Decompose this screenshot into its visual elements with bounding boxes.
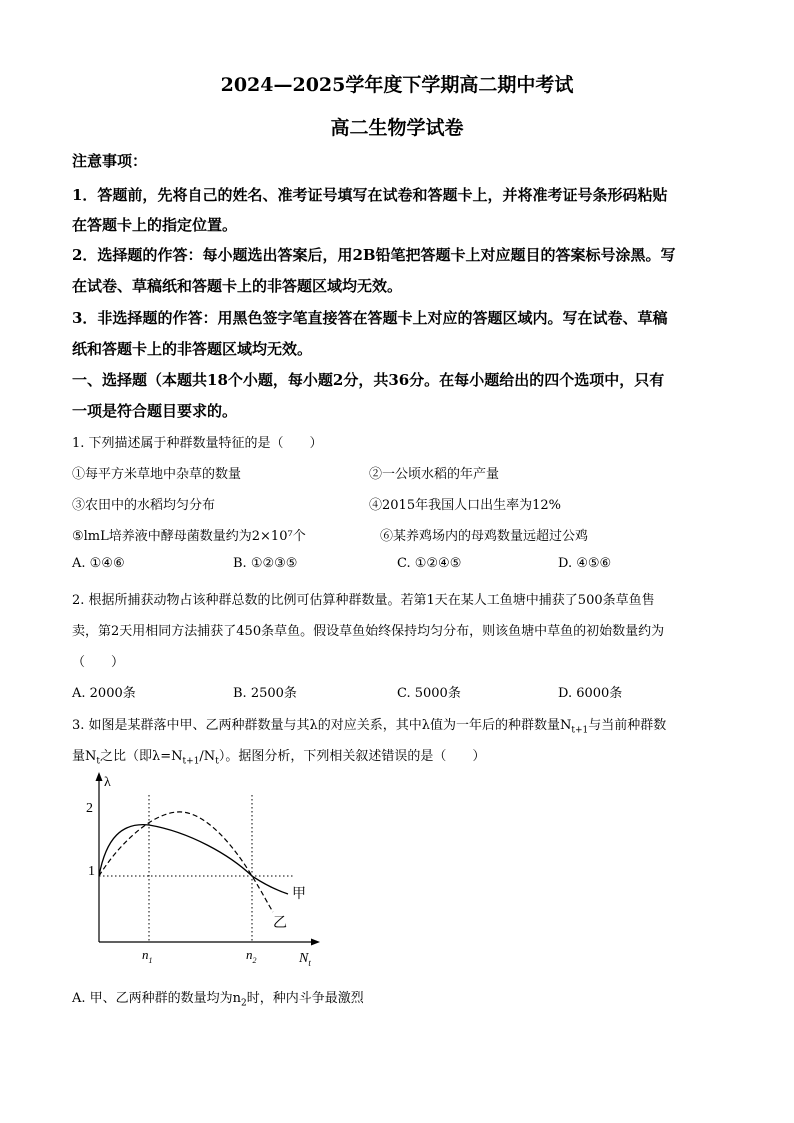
y-tick-1: 1 — [88, 864, 95, 879]
q1-statement-4: ④2015年我国人口出生率为12% — [369, 498, 561, 513]
q3-option-a[interactable]: A. 甲、乙两种群的数量均为$n_2$时，种内斗争最激烈 — [72, 991, 364, 1009]
q2-option-b[interactable]: B. 2500条 — [233, 686, 297, 701]
series-yi-label: 乙 — [273, 916, 287, 931]
exam-subtitle: 高二生物学试卷 — [330, 117, 464, 139]
y-axis-label: λ — [104, 775, 111, 790]
q2-option-d[interactable]: D. 6000条 — [558, 686, 623, 701]
section-heading-line-2: 一项是符合题目要求的。 — [72, 402, 238, 420]
q1-option-d[interactable]: D. ④⑤⑥ — [558, 556, 612, 571]
x-axis-arrow — [311, 939, 320, 946]
notice-item-2-line-1: 2．选择题的作答：每小题选出答案后，用2B铅笔把答题卡上对应题目的答案标号涂黑。写 — [72, 246, 676, 264]
q1-option-c[interactable]: C. ①②④⑤ — [397, 556, 462, 571]
q2-stem-line-1: 2. 根据所捕获动物占该种群总数的比例可估算种群数量。若第1天在某人工鱼塘中捕获了500条草鱼售 — [72, 593, 655, 608]
q2-option-a[interactable]: A. 2000条 — [72, 686, 136, 701]
q2-stem-line-2: 卖，第2天用相同方法捕获了450条草鱼。假设草鱼始终保持均匀分布，则该鱼塘中草鱼的初始数量约为 — [72, 624, 665, 639]
q1-option-a[interactable]: A. ①④⑥ — [72, 556, 125, 571]
series-yi-curve — [99, 812, 273, 912]
q2-option-c[interactable]: C. 5000条 — [397, 686, 461, 701]
section-heading-line-1: 一、选择题（本题共18个小题，每小题2分，共36分。在每小题给出的四个选项中，只有 — [72, 371, 665, 389]
series-jia-label: 甲 — [292, 887, 306, 902]
q1-statement-1: ①每平方米草地中杂草的数量 — [72, 467, 242, 482]
notice-item-3-line-1: 3．非选择题的作答：用黑色签字笔直接答在答题卡上对应的答题区域内。写在试卷、草稿 — [72, 309, 668, 327]
x-tick-n1: $n_1$ — [142, 947, 153, 965]
notice-item-2-line-2: 在试卷、草稿纸和答题卡上的非答题区域均无效。 — [72, 277, 403, 295]
notice-item-1-line-1: 1．答题前，先将自己的姓名、准考证号填写在试卷和答题卡上，并将准考证号条形码粘贴 — [72, 186, 668, 204]
q3-stem-line-2: 量$N_t$之比（即$\lambda=N_{t+1}/N_t$）。据图分析，下列相关叙述错误的是（ ） — [72, 749, 486, 767]
notice-item-1-line-2: 在答题卡上的指定位置。 — [72, 216, 238, 234]
notice-heading: 注意事项： — [72, 152, 148, 170]
q1-statement-3: ③农田中的水稻均匀分布 — [72, 498, 216, 513]
x-tick-n2: $n_2$ — [246, 947, 257, 965]
series-jia-curve — [99, 825, 288, 894]
y-tick-2: 2 — [86, 801, 93, 816]
q1-statement-6: ⑥某养鸡场内的母鸡数量远超过公鸡 — [380, 529, 589, 544]
q1-option-b[interactable]: B. ①②③⑤ — [233, 556, 298, 571]
y-axis-arrow — [96, 772, 103, 781]
x-axis-label: $N_t$ — [299, 951, 311, 968]
q1-stem: 1. 下列描述属于种群数量特征的是（ ） — [72, 436, 323, 451]
q3-stem-line-1: 3. 如图是某群落中甲、乙两种群数量与其λ的对应关系，其中λ值为一年后的种群数量$N_{t+1}$与当前种群数 — [72, 718, 667, 736]
notice-item-3-line-2: 纸和答题卡上的非答题区域均无效。 — [72, 340, 313, 358]
exam-title: 2024—2025学年度下学期高二期中考试 — [220, 74, 574, 96]
q1-statement-2: ②一公顷水稻的年产量 — [369, 467, 500, 482]
lambda-chart — [70, 770, 340, 975]
q1-statement-5: ⑤lmL培养液中酵母菌数量约为2×10⁷个 — [72, 529, 306, 544]
q2-stem-line-3: （ ） — [72, 655, 125, 670]
